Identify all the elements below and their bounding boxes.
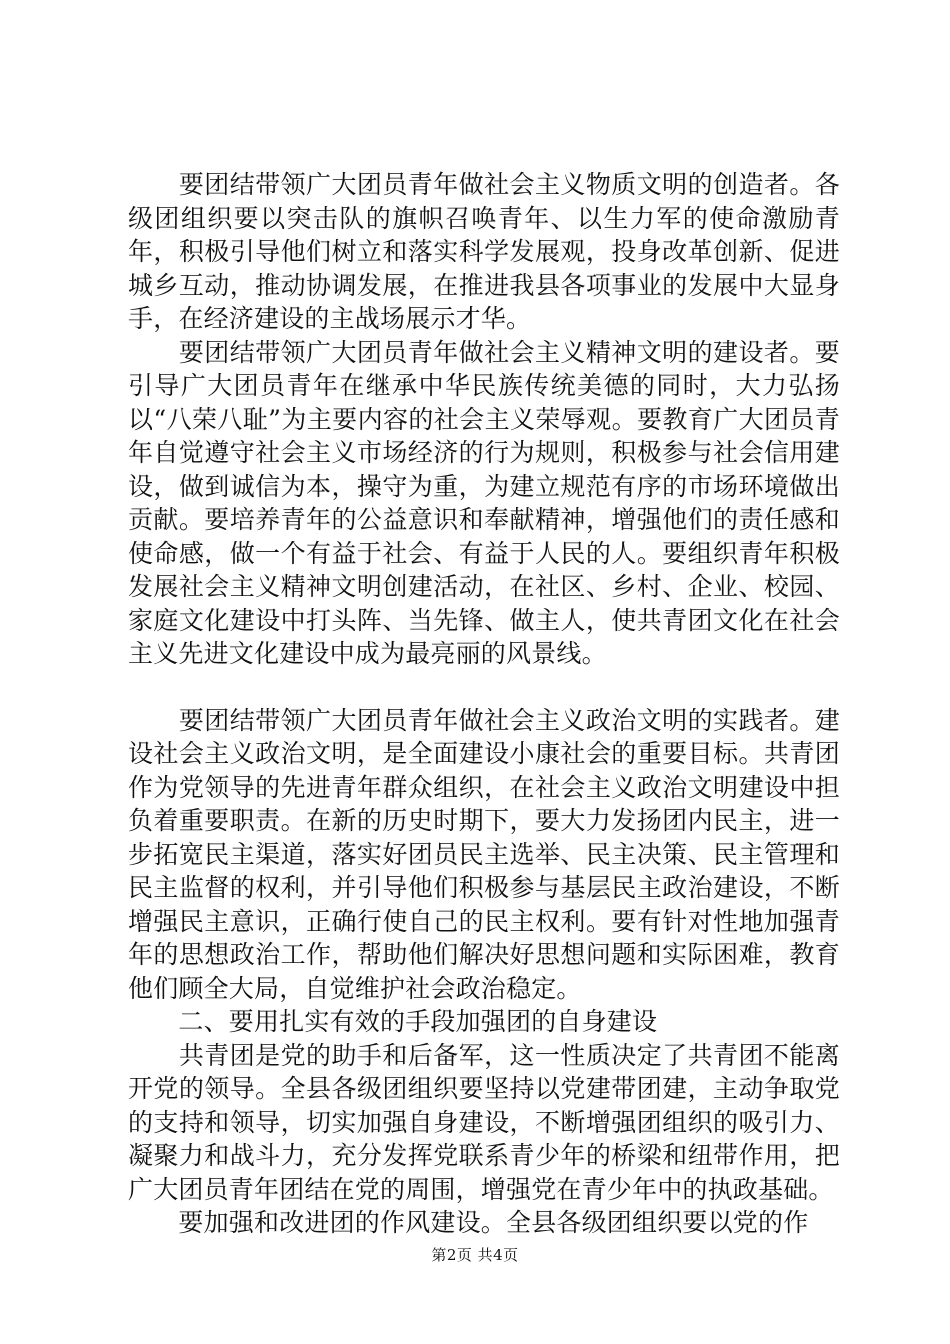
document-body xyxy=(128,168,840,1240)
section-heading-self-construction: 二、要用扎实有效的手段加强团的自身建设 xyxy=(128,1007,658,1036)
page-number-footer: 第2页 共4页 xyxy=(431,1246,519,1264)
paragraph-party-leadership: 共青团是党的助手和后备军，这一性质决定了共青团不能离开党的领导。全县各级团组织要坚持以党建带团建，主动争取党的支持和领导，切实加强自身建设，不断增强团组织的吸引力、凝聚力和战斗力，充分发挥党联系青少年的桥梁和纽带作用，把广大团员青年团结在党的周围，增强党在青少年中的执政基础。 xyxy=(128,1040,840,1204)
paragraph-political-civilization: 要团结带领广大团员青年做社会主义政治文明的实践者。建设社会主义政治文明，是全面建设小康社会的重要目标。共青团作为党领导的先进青年群众组织，在社会主义政治文明建设中担负着重要职责。在新的历史时期下，要大力发扬团内民主，进一步拓宽民主渠道，落实好团员民主选举、民主决策、民主管理和民主监督的权利，并引导他们积极参与基层民主政治建设，不断增强民主意识，正确行使自己的民主权利。要有针对性地加强青年的思想政治工作，帮助他们解决好思想问题和实际困难，教育他们顾全大局，自觉维护社会政治稳定。 xyxy=(128,705,840,1003)
paragraph-spiritual-civilization: 要团结带领广大团员青年做社会主义精神文明的建设者。要引导广大团员青年在继承中华民族传统美德的同时，大力弘扬以“八荣八耻”为主要内容的社会主义荣辱观。要教育广大团员青年自觉遵守社会主义市场经济的行为规则，积极参与社会信用建设，做到诚信为本，操守为重，为建立规范有序的市场环境做出贡献。要培养青年的公益意识和奉献精神，增强他们的责任感和使命感，做一个有益于社会、有益于人民的人。要组织青年积极发展社会主义精神文明创建活动，在社区、乡村、企业、校园、家庭文化建设中打头阵、当先锋、做主人，使共青团文化在社会主义先进文化建设中成为最亮丽的风景线。 xyxy=(128,337,840,668)
paragraph-material-civilization: 要团结带领广大团员青年做社会主义物质文明的创造者。各级团组织要以突击队的旗帜召唤青年、以生力军的使命激励青年，积极引导他们树立和落实科学发展观，投身改革创新、促进城乡互动，推动协调发展，在推进我县各项事业的发展中大显身手，在经济建设的主战场展示才华。 xyxy=(128,170,840,333)
paragraph-work-style: 要加强和改进团的作风建设。全县各级团组织要以党的作 xyxy=(128,1208,809,1237)
